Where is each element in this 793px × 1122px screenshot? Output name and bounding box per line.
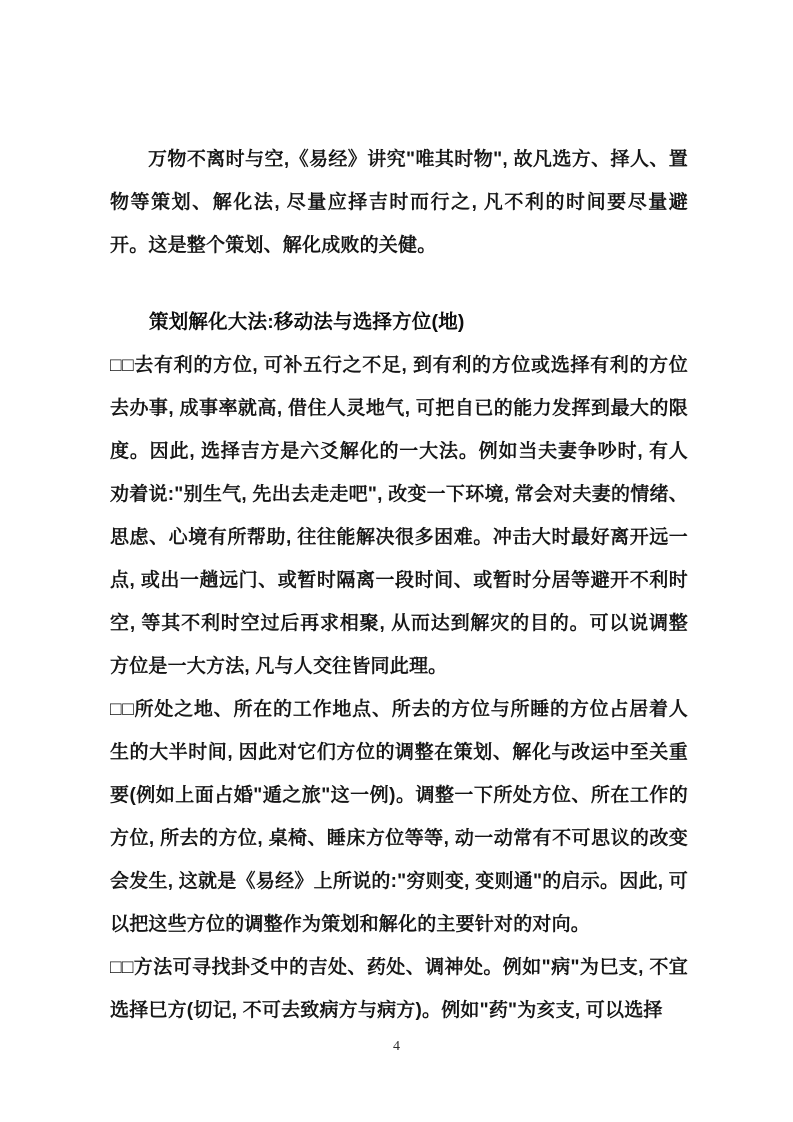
paragraph-method: □□方法可寻找卦爻中的吉处、药处、调神处。例如"病"为巳支, 不宜选择巳方(切记, 不可去致病方与病方)。例如"药"为亥支, 可以选择 [110, 957, 688, 1021]
intro-paragraph: 万物不离时与空,《易经》讲究"唯其时物", 故凡选方、择人、置物等策划、解化法, 尽量应择吉时而行之, 凡不利的时间要尽量避开。这是整个策划、解化成败的关健。 [110, 149, 688, 256]
section-heading: 策划解化大法:移动法与选择方位(地) [149, 311, 465, 333]
page-content [110, 138, 688, 1032]
paragraph-direction: □□去有利的方位, 可补五行之不足, 到有利的方位或选择有利的方位去办事, 成事率就高, 借住人灵地气, 可把自已的能力发挥到最大的限度。因此, 选择吉方是六爻解化的一大法。例如当夫妻争吵时, 有人劝着说:"别生气, 先出去走走吧", 改变一下环境, 常会对夫妻的情绪、思虑、心境有所帮助, 往往能解决很多困难。冲击大时最好离开远一点, 或出一趟远门、或暂时隔离一段时间、或暂时分居等避开不利时空, 等其不利时空过后再求相聚, 从而达到解灾的目的。可以说调整方位是一大方法, 凡与人交往皆同此理。 [110, 355, 688, 677]
page-number: 4 [393, 1039, 400, 1054]
paragraph-location: □□所处之地、所在的工作地点、所去的方位与所睡的方位占居着人生的大半时间, 因此对它们方位的调整在策划、解化与改运中至关重要(例如上面占婚"遁之旅"这一例)。调整一下所处方位、所在工作的方位, 所去的方位, 桌椅、睡床方位等等, 动一动常有不可思议的改变会发生, 这就是《易经》上所说的:"穷则变, 变则通"的启示。因此, 可以把这些方位的调整作为策划和解化的主要针对的对向。 [110, 699, 688, 935]
